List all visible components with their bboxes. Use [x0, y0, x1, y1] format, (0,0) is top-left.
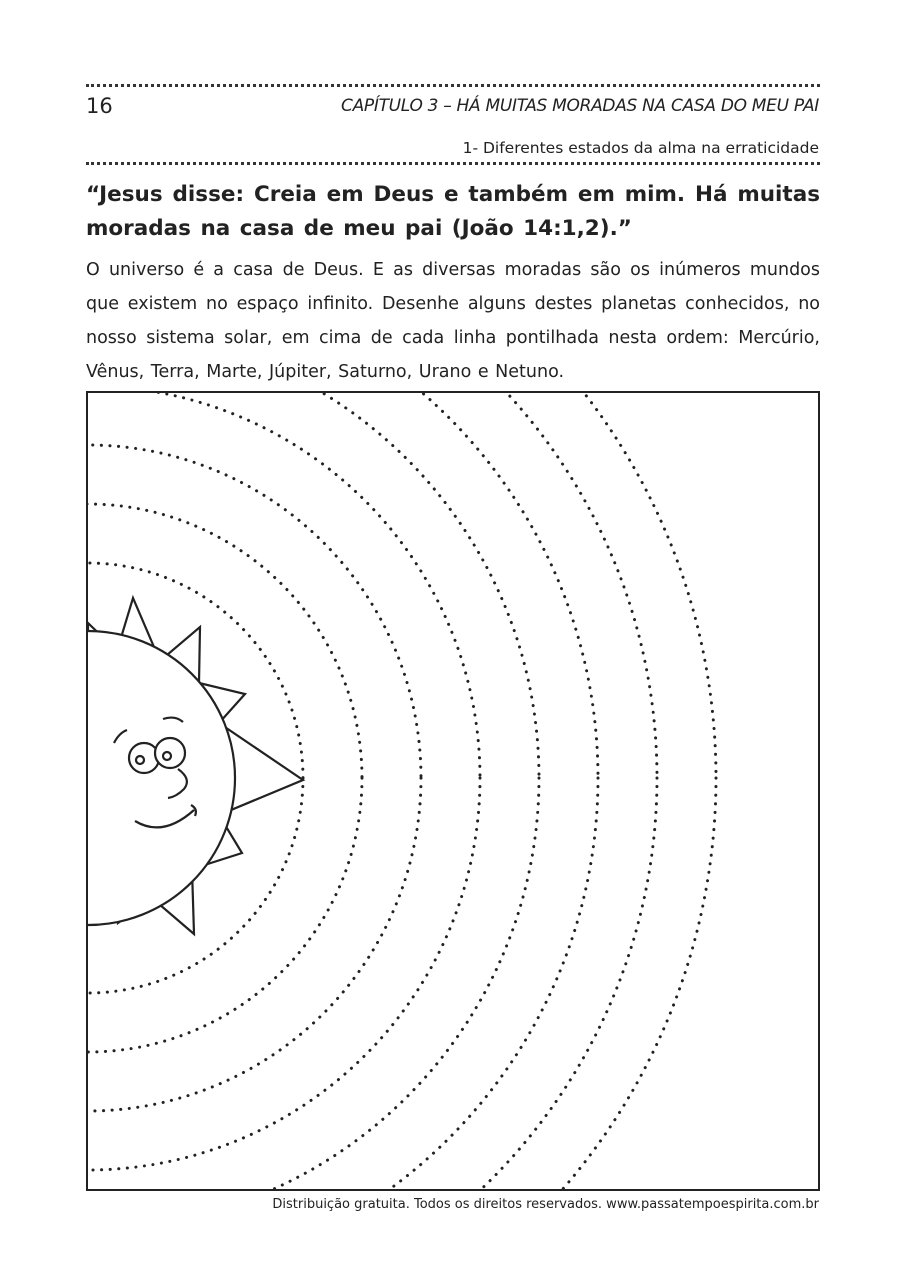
bottom-dotted-divider — [86, 162, 820, 165]
section-title: 1- Diferentes estados da alma na erraticidade — [462, 139, 819, 157]
page-number: 16 — [86, 94, 113, 118]
chapter-title: CAPÍTULO 3 – HÁ MUITAS MORADAS NA CASA DO MEU PAI — [341, 96, 819, 116]
activity-instructions: O universo é a casa de Deus. E as diversas moradas são os inúmeros mundos que existem no espaço infinito. Desenhe alguns destes planetas conhecidos, no nosso sistema solar, em cima de cada linha pontilhada nesta ordem: Mercúrio, Vênus, Terra, Marte, Júpiter, Saturno, Urano e Netuno. — [86, 260, 820, 382]
bible-quote: “Jesus disse: Creia em Deus e também em mim. Há muitas moradas na casa de meu pai (João 14:1,2).” — [86, 182, 820, 241]
footer-copyright: Distribuição gratuita. Todos os direitos reservados. www.passatempoespirita.com.br — [272, 1197, 819, 1212]
smiling-sun-icon — [88, 598, 303, 934]
solar-system-illustration — [88, 393, 818, 1189]
sun-face — [88, 631, 235, 925]
drawing-area — [86, 391, 820, 1191]
top-dotted-divider — [86, 84, 820, 87]
